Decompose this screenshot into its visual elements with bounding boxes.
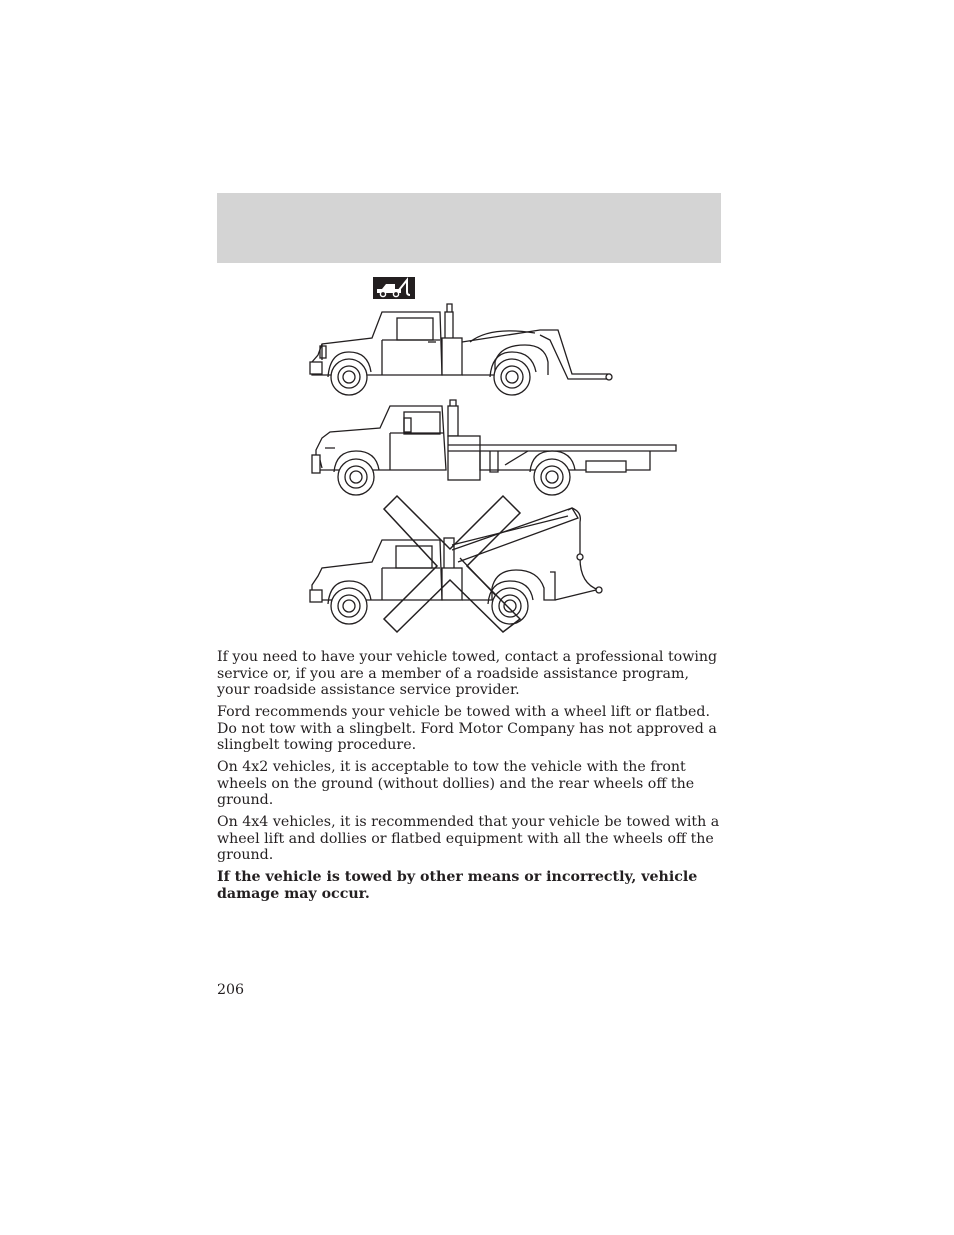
towing-illustration	[300, 300, 690, 640]
slingbelt-tow-truck	[310, 508, 602, 624]
warning-text: If the vehicle is towed by other means or incorrectly, vehicle damage may occur.	[217, 869, 698, 902]
flatbed-tow-truck	[312, 400, 676, 495]
paragraph: On 4x4 vehicles, it is recommended that your vehicle be towed with a wheel lift and dollies or flatbed equipment with all the wheels off the ground.	[217, 814, 720, 863]
body-text	[217, 649, 723, 908]
paragraph: Ford recommends your vehicle be towed with a wheel lift or flatbed. Do not tow with a slingbelt. Ford Motor Company has not approved a slingbelt towing procedure.	[217, 704, 717, 753]
page-number: 206	[217, 982, 245, 998]
section-header-band	[217, 193, 721, 263]
tow-truck-icon	[373, 277, 415, 299]
wheel-lift-tow-truck	[310, 304, 612, 395]
paragraph: If you need to have your vehicle towed, contact a professional towing service or, if you are a member of a roadside assistance program, your roadside assistance service provider.	[217, 649, 718, 698]
paragraph: On 4x2 vehicles, it is acceptable to tow the vehicle with the front wheels on the ground (without dollies) and the rear wheels off the ground.	[217, 759, 695, 808]
